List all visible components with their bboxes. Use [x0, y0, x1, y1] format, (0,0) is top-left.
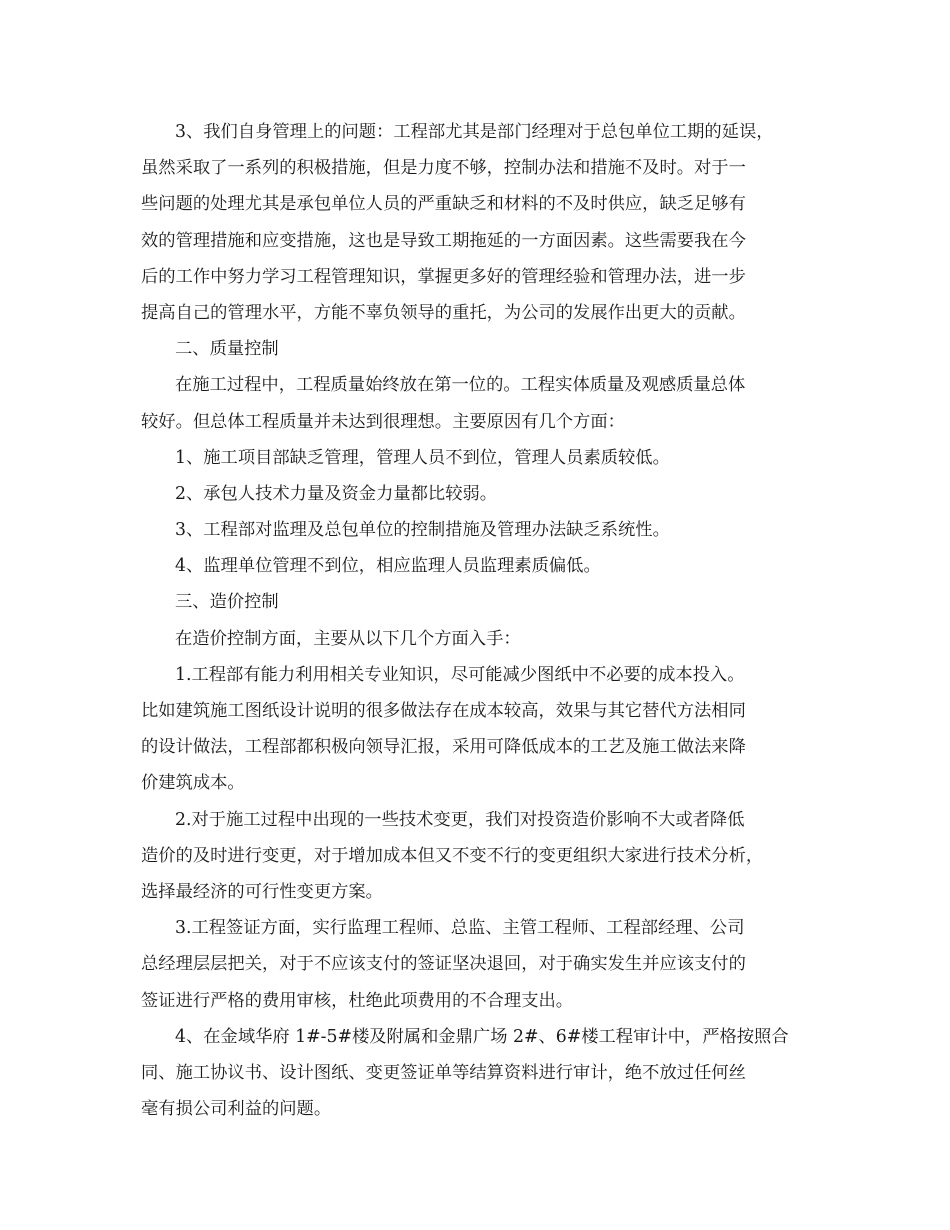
text-line: 在造价控制方面，主要从以下几个方面入手： — [175, 628, 521, 649]
document-page — [141, 114, 821, 1127]
text-line: 的设计做法，工程部都积极向领导汇报，采用可降低成本的工艺及施工做法来降 — [141, 737, 746, 758]
text-line: 2.对于施工过程中出现的一些技术变更，我们对投资造价影响不大或者降低 — [175, 809, 745, 830]
text-line: 选择最经济的可行性变更方案。 — [141, 881, 383, 902]
text-line: 3、工程部对监理及总包单位的控制措施及管理办法缺乏系统性。 — [175, 520, 670, 541]
text-line: 提高自己的管理水平，方能不辜负领导的重托，为公司的发展作出更大的贡献。 — [141, 302, 746, 323]
text-line: 效的管理措施和应变措施，这也是导致工期拖延的一方面因素。这些需要我在今 — [141, 230, 746, 251]
text-line: 总经理层层把关，对于不应该支付的签证坚决退回，对于确实发生并应该支付的 — [141, 954, 746, 975]
text-line: 虽然采取了一系列的积极措施，但是力度不够，控制办法和措施不及时。对于一 — [141, 158, 746, 179]
text-line: 4、监理单位管理不到位，相应监理人员监理素质偏低。 — [175, 556, 601, 577]
text-line: 4、在金域华府 1#-5#楼及附属和金鼎广场 2#、6#楼工程审计中，严格按照合 — [175, 1026, 789, 1047]
text-line: 2、承包人技术力量及资金力量都比较弱。 — [175, 483, 498, 504]
text-line: 在施工过程中，工程质量始终放在第一位的。工程实体质量及观感质量总体 — [175, 375, 746, 396]
text-line: 比如建筑施工图纸设计说明的很多做法存在成本较高，效果与其它替代方法相同 — [141, 701, 746, 721]
text-line: 价建筑成本。 — [141, 773, 245, 794]
text-line: 1、施工项目部缺乏管理，管理人员不到位，管理人员素质较低。 — [175, 447, 670, 468]
text-line: 些问题的处理尤其是承包单位人员的严重缺乏和材料的不及时供应，缺乏足够有 — [141, 194, 746, 215]
text-line: 毫有损公司利益的问题。 — [141, 1099, 332, 1120]
text-line: 3、我们自身管理上的问题：工程部尤其是部门经理对于总包单位工期的延误， — [175, 122, 774, 142]
text-line: 较好。但总体工程质量并未达到很理想。主要原因有几个方面： — [141, 411, 625, 432]
text-line: 后的工作中努力学习工程管理知识，掌握更多好的管理经验和管理办法，进一步 — [141, 266, 746, 287]
text-line: 3.工程签证方面，实行监理工程师、总监、主管工程师、工程部经理、公司 — [175, 918, 745, 939]
text-line: 签证进行严格的费用审核，杜绝此项费用的不合理支出。 — [141, 990, 574, 1011]
text-line: 同、施工协议书、设计图纸、变更签证单等结算资料进行审计，绝不放过任何丝 — [141, 1062, 746, 1083]
text-line: 三、造价控制 — [175, 592, 279, 613]
text-line: 造价的及时进行变更，对于增加成本但又不变不行的变更组织大家进行技术分析， — [141, 845, 764, 866]
text-line: 1.工程部有能力利用相关专业知识，尽可能减少图纸中不必要的成本投入。 — [175, 664, 745, 685]
text-line: 二、质量控制 — [175, 339, 279, 360]
